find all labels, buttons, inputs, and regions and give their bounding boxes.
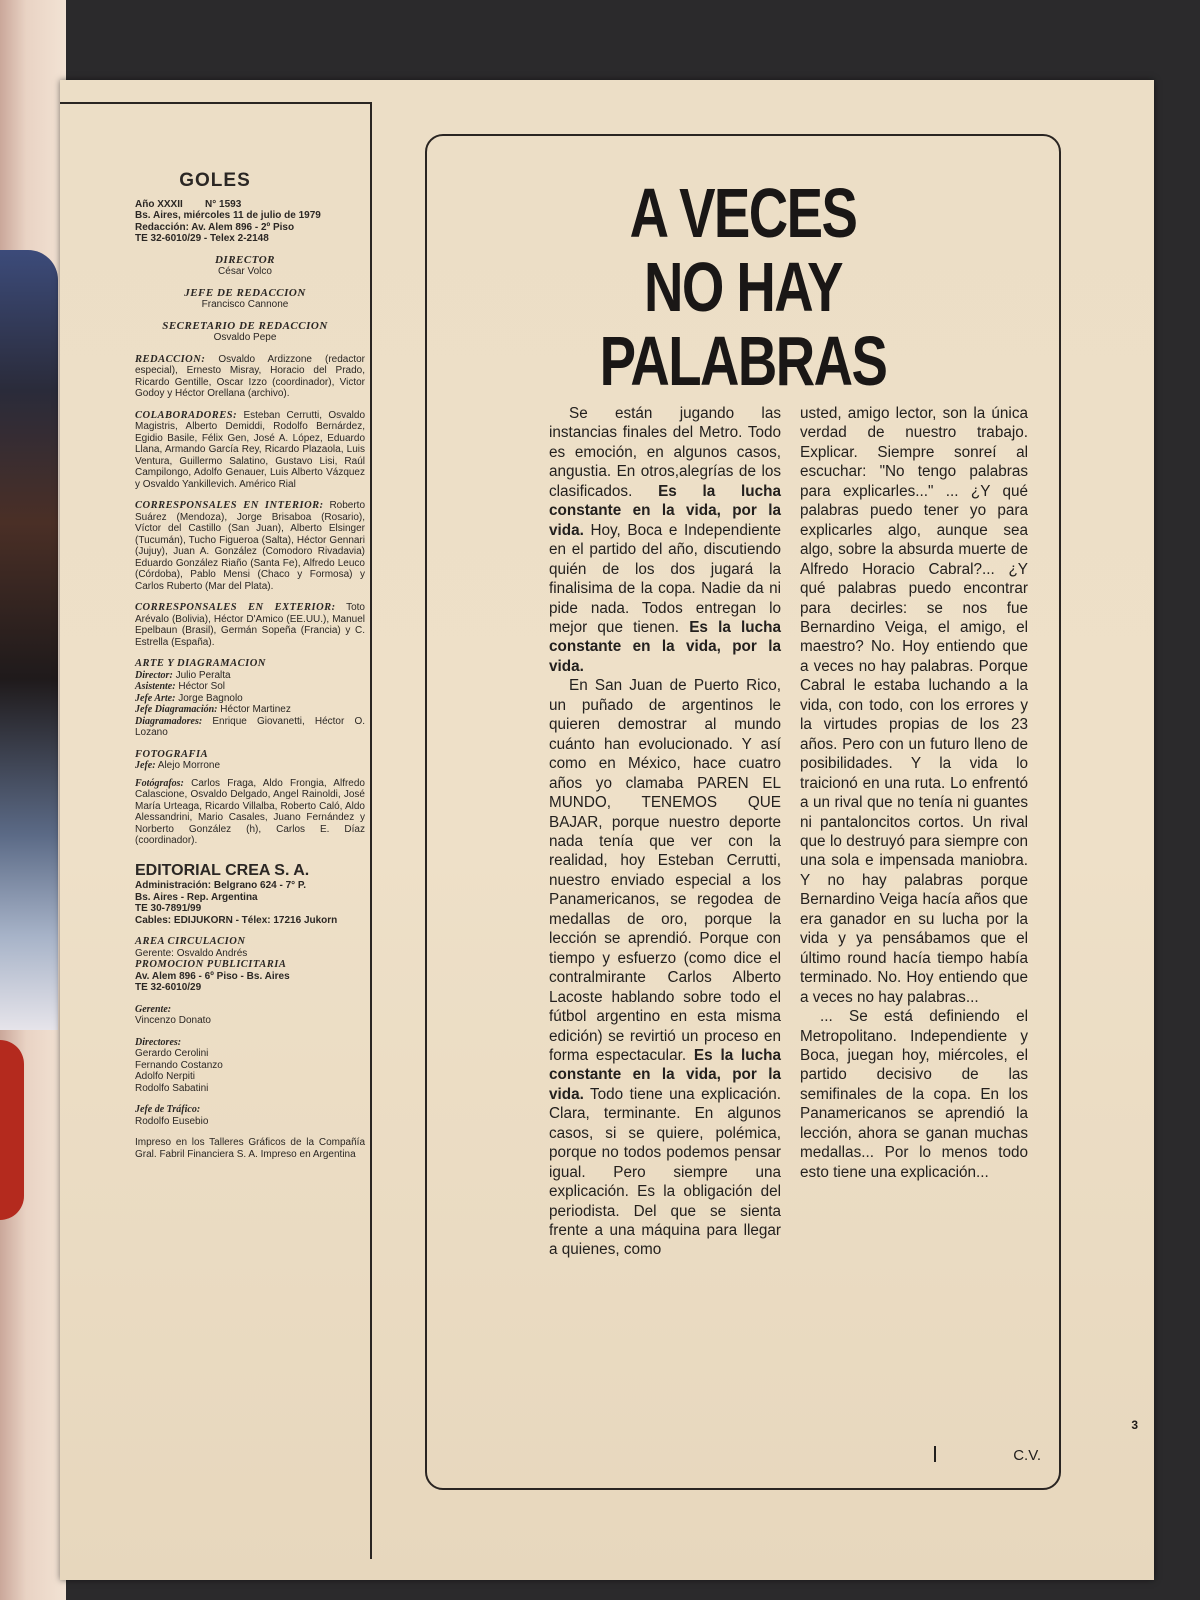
paragraph: [549, 404, 781, 676]
colaboradores-section: [135, 410, 365, 491]
previous-page-photo: [0, 250, 58, 1030]
paragraph-text: En San Juan de Puerto Rico, un puñado de argentinos le quieren demostrar al mundo cuánto han evolucionado. Y así como en México, hace cuatro años yo clamaba PAREN EL MUNDO, TENEMOS QUE BAJAR, porque nuestro deporte nada tenía que ver con la realidad, hoy Esteban Cerrutti, nuestro enviado especial a los Panamericanos, se regodea de medallas de oro, porque la lección se aprendió. Porque con tiempo y esfuerzo (como dice el contralmirante Carlos Alberto Lacoste hablando sobre todo el fútbol argentino en esta misma edición) se revirtió un proceso en forma espectacular.: [549, 677, 781, 1064]
foto-label: FOTOGRAFIA: [135, 748, 209, 760]
arte-label: ARTE Y DIAGRAMACION: [135, 658, 266, 669]
arte-name: Julio Peralta: [175, 669, 231, 681]
exterior-text: Toto Arévalo (Bolivia), Héctor D'Amico (EE.UU.), Manuel Epelbaun (Brasil), Germán Sopeña (Francia) y C. Estrella (España).: [135, 602, 365, 648]
colaboradores-text: Esteban Cerrutti, Osvaldo Magistris, Alberto Demiddi, Rodolfo Bernárdez, Egidio Basile, Félix Gen, José A. López, Eduardo Llana, Armando García Rey, Ricardo Plazaola, Luis Ventura, Guillermo Salatino, Gustavo Lisi, Raúl Campilongo, Adolfo Genauer, Luis Alberto Vázquez y Osvaldo Yankillevich. Américo Rial: [135, 409, 366, 490]
foto-jefe-line: [135, 760, 365, 772]
masthead-top-rule: [60, 102, 372, 104]
director-entry: Rodolfo Sabatini: [135, 1082, 209, 1094]
admin-line: Cables: EDIJUKORN - Télex: 17216 Jukorn: [135, 914, 338, 926]
imprint: Impreso en los Talleres Gráficos de la Compañía Gral. Fabril Financiera S. A. Impreso en Argentina: [135, 1137, 365, 1160]
trafico-name: Rodolfo Eusebio: [135, 1115, 209, 1127]
year-label: Año XXXII: [135, 198, 183, 210]
promo-line: TE 32-6010/29: [135, 982, 202, 993]
paragraph: usted, amigo lector, son la única verdad de nuestro trabajo. Explicar. Siempre sonreí al escuchar: "No tengo palabras para explicarles..." ... ¿Y qué palabras puedo tener yo para explicarles algo, aunque sea algo, sobre la absurda muerte de Alfredo Horacio Cabral?... ¿Y qué palabras puedo encontrar para decirles: se nos fue Bernardino Veiga, el amigo, el maestro? No. Hoy entiendo que a veces no hay palabras. Porque Cabral le estaba luchando a la vida, con todo, con los errores y la virtudes propias de los 23 años. Pero con un futuro lleno de posibilidades. Y la vida lo traicionó en una ruta. Lo enfrentó a un rival que no tenía ni guantes ni pantaloncitos cortos. Un rival que lo destruyó para siempre con una sola e impensada maniobra. Y no hay palabras porque Bernardino Veiga hacía años que era ganador en su lucha por la vida y ya pensábamos que el último round hacía tiempo había terminado. No. Hoy entiendo que a veces no hay palabras...: [800, 405, 1028, 1006]
arte-role: Director:: [135, 669, 173, 681]
paragraph-text: Se están jugando las instancias finales del Metro. Todo es emoción, en algunos casos, angustia. En otros,alegrías de los clasificados.: [549, 405, 781, 500]
article-frame: [425, 134, 1061, 1490]
gerente-section: [135, 1004, 365, 1027]
arte-role: Diagramadores:: [135, 715, 203, 727]
chief-role: JEFE DE REDACCION: [184, 286, 306, 299]
headline-line-2: NO HAY PALABRAS: [599, 248, 887, 400]
publisher-name: EDITORIAL CREA S. A.: [135, 861, 310, 879]
paragraph: ... Se está definiendo el Metropolitano. Independiente y Boca, juegan hoy, miércoles, el partido decisivo de las semifinales de la copa. En los Panamericanos se aprendió la lección, ahora se ganan muchas medallas... Por lo menos todo esto tiene una explicación...: [800, 1008, 1028, 1181]
area-section: [135, 936, 365, 994]
gerente-label: Gerente:: [135, 1003, 172, 1015]
magazine-page: [60, 80, 1154, 1580]
arte-name: Enrique Giovanetti, Héctor O. Lozano: [135, 715, 365, 738]
end-mark: [934, 1446, 936, 1462]
article-column-2: [800, 404, 1028, 1182]
director-entry: Fernando Costanzo: [135, 1059, 223, 1071]
arte-name: Jorge Bagnolo: [178, 692, 243, 704]
previous-page-edge: [0, 0, 66, 1600]
director-entry: Gerardo Cerolini: [135, 1048, 209, 1059]
interior-label: CORRESPONSALES EN INTERIOR:: [135, 500, 324, 511]
secretary-role: SECRETARIO DE REDACCION: [162, 319, 328, 332]
paragraph-text: Hoy, Boca e Independiente en el partido del año, discutiendo quién de los dos jugará la finalisima de la copa. Nadie da ni pide nada. Todos entregan lo mejor que tienen.: [549, 521, 781, 636]
paragraph-emphasis: Es la lucha constante en la vida, por la vida.: [549, 482, 781, 539]
area-text: Gerente: Osvaldo Andrés: [135, 947, 248, 959]
redaccion-text: Osvaldo Ardizzone (redactor especial), Ernesto Misray, Horacio del Prado, Ricardo Gentille, Oscar Izzo (coordinador), Victor Godoy y Héctor Orellana (archivo).: [135, 353, 366, 399]
gerente-name: Vincenzo Donato: [135, 1015, 211, 1026]
interior-text: Roberto Suárez (Mendoza), Jorge Brisaboa (Rosario), Víctor del Castillo (San Juan), Alberto Elsinger (Tucumán), Tucho Figueroa (Salta), Héctor Gennari (Jujuy), Juan A. González (Comodoro Rivadavia) Eduardo González Riaño (Santa Fe), Alfredo Leuco (Córdoba), Pablo Mensi (Chaco y Formosa) y Carlos Ruberto (Mar del Plata).: [135, 500, 366, 592]
redaccion-label: REDACCION:: [135, 353, 206, 365]
redaccion-section: [135, 354, 365, 400]
director-name: César Volco: [218, 266, 272, 277]
arte-line: [135, 670, 365, 682]
promo-line: Av. Alem 896 - 6º Piso - Bs. Aires: [135, 970, 290, 982]
exterior-section: [135, 602, 365, 648]
admin-line: TE 30-7891/99: [135, 903, 202, 914]
arte-line: [135, 704, 365, 716]
interior-section: [135, 500, 365, 592]
arte-role: Jefe Diagramación:: [135, 704, 218, 715]
foto-jefe-name: Alejo Morrone: [157, 760, 221, 771]
director-entry: Adolfo Nerpiti: [135, 1071, 196, 1082]
arte-name: Héctor Sol: [178, 681, 226, 692]
admin-line: Administración: Belgrano 624 - 7° P.: [135, 880, 307, 891]
author-signature: C.V.: [1013, 1447, 1041, 1464]
page-number: 3: [1131, 1418, 1138, 1432]
phone-line: TE 32-6010/29 - Telex 2-2148: [135, 233, 269, 244]
chief-name: Francisco Cannone: [201, 299, 289, 310]
colaboradores-label: COLABORADORES:: [135, 409, 238, 421]
paragraph: [549, 676, 781, 1260]
promo-label: PROMOCION PUBLICITARIA: [135, 959, 287, 970]
previous-page-red-graphic: [0, 1040, 24, 1220]
paragraph-emphasis: Es la lucha constante en la vida, por la vida.: [549, 618, 782, 675]
exterior-label: CORRESPONSALES EN EXTERIOR:: [135, 602, 336, 613]
column-divider: [370, 104, 372, 1559]
admin-line: Bs. Aires - Rep. Argentina: [135, 891, 258, 903]
fotografos-text: Carlos Fraga, Aldo Frongia, Alfredo Calascione, Osvaldo Delgado, Angel Rainoldi, José María Urteaga, Ricardo Villalba, Roberto Caló, Aldo Alessandrini, Mario Casales, Juano Fernández y Norberto González (h), Carlos E. Díaz (coordinador).: [135, 777, 365, 846]
article-column-1: [549, 404, 781, 1260]
directores-section: [135, 1037, 365, 1095]
area-label: AREA CIRCULACION: [135, 936, 246, 947]
masthead-column: [135, 170, 366, 1160]
address-line: Redacción: Av. Alem 896 - 2º Piso: [135, 221, 295, 233]
number-label: N° 1593: [205, 198, 242, 210]
arte-line: [135, 716, 365, 739]
paragraph-emphasis: Es la lucha constante en la vida, por la vida.: [549, 1046, 781, 1103]
foto-jefe-role: Jefe:: [135, 760, 156, 771]
arte-role: Asistente:: [135, 681, 176, 692]
foto-section: [135, 749, 365, 847]
director-role: DIRECTOR: [214, 253, 276, 266]
issue-line: [135, 199, 365, 211]
directores-label: Directores:: [135, 1036, 182, 1048]
paragraph-text: Todo tiene una explicación. Clara, terminante. En algunos casos, si se quiere, polémica, porque no todos podemos pensar igual. Pero siempre una explicación. Es la obligación del periodista. Del que se sienta frente a una máquina para llegar a quienes, como: [549, 1085, 781, 1259]
magazine-title: GOLES: [179, 170, 251, 191]
arte-line: [135, 681, 365, 693]
headline-line-1: A VECES: [629, 174, 857, 252]
trafico-section: [135, 1104, 365, 1127]
secretary-name: Osvaldo Pepe: [213, 332, 277, 343]
arte-section: [135, 658, 365, 739]
arte-line: [135, 693, 365, 705]
arte-name: Héctor Martinez: [220, 704, 291, 715]
date-line: Bs. Aires, miércoles 11 de julio de 1979: [135, 210, 321, 221]
trafico-label: Jefe de Tráfico:: [135, 1104, 201, 1115]
article-headline: [497, 176, 990, 398]
fotografos-role: Fotógrafos:: [135, 777, 184, 789]
arte-role: Jefe Arte:: [135, 692, 176, 704]
